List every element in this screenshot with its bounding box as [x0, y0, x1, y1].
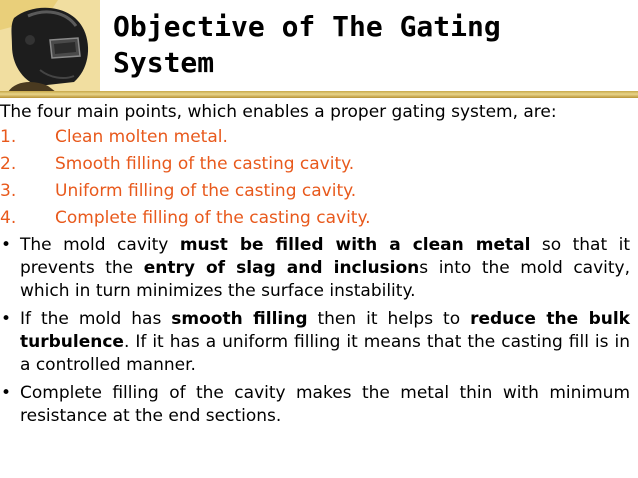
- list-number: 2.: [0, 154, 17, 174]
- bullet-text: s into the mold cavity, which in turn minimizes the surface instability.: [20, 258, 631, 301]
- list-text: Uniform filling of the casting cavity.: [55, 181, 357, 201]
- slide-body: [0, 101, 630, 433]
- list-item: [0, 207, 630, 230]
- list-number: 1.: [0, 127, 17, 147]
- bullet-list: [0, 234, 630, 428]
- header-divider: [0, 91, 638, 98]
- bullet-text: so that it prevents the: [20, 235, 631, 278]
- bullet-icon: •: [1, 383, 12, 403]
- title-line-1: Objective of The Gating: [113, 10, 501, 43]
- bullet-text: . If it has a uniform filling it means that the casting fill is in a controlled manner.: [20, 332, 630, 375]
- bullet-emphasis: entry of slag and inclusion: [143, 258, 420, 278]
- welder-helmet-icon: [0, 0, 100, 92]
- bullet-item: [0, 234, 630, 303]
- bullet-icon: •: [1, 309, 12, 329]
- list-text: Complete filling of the casting cavity.: [55, 208, 371, 228]
- list-text: Clean molten metal.: [55, 127, 228, 147]
- list-item: [0, 126, 630, 149]
- list-item: [0, 180, 630, 203]
- numbered-list: [0, 126, 630, 230]
- bullet-text: Complete filling of the cavity makes the metal thin with minimum resistance at the end sections.: [20, 383, 630, 426]
- bullet-text: then it helps to: [307, 309, 471, 329]
- list-item: [0, 153, 630, 176]
- list-number: 4.: [0, 208, 17, 228]
- page-title: [113, 9, 613, 81]
- bullet-text: If the mold has: [20, 309, 172, 329]
- slide-header: [0, 0, 638, 92]
- bullet-item: [0, 308, 630, 377]
- title-line-2: System: [113, 46, 215, 79]
- intro-text: The four main points, which enables a proper gating system, are:: [0, 102, 557, 122]
- list-text: Smooth filling of the casting cavity.: [55, 154, 355, 174]
- bullet-text: The mold cavity: [20, 235, 180, 255]
- list-number: 3.: [0, 181, 17, 201]
- bullet-item: [0, 382, 630, 428]
- bullet-emphasis: smooth filling: [171, 309, 308, 329]
- bullet-emphasis: must be filled with a clean metal: [179, 235, 531, 255]
- welder-helmet-image: [0, 0, 100, 92]
- bullet-emphasis: reduce the bulk turbulence: [20, 309, 630, 352]
- bullet-icon: •: [1, 235, 12, 255]
